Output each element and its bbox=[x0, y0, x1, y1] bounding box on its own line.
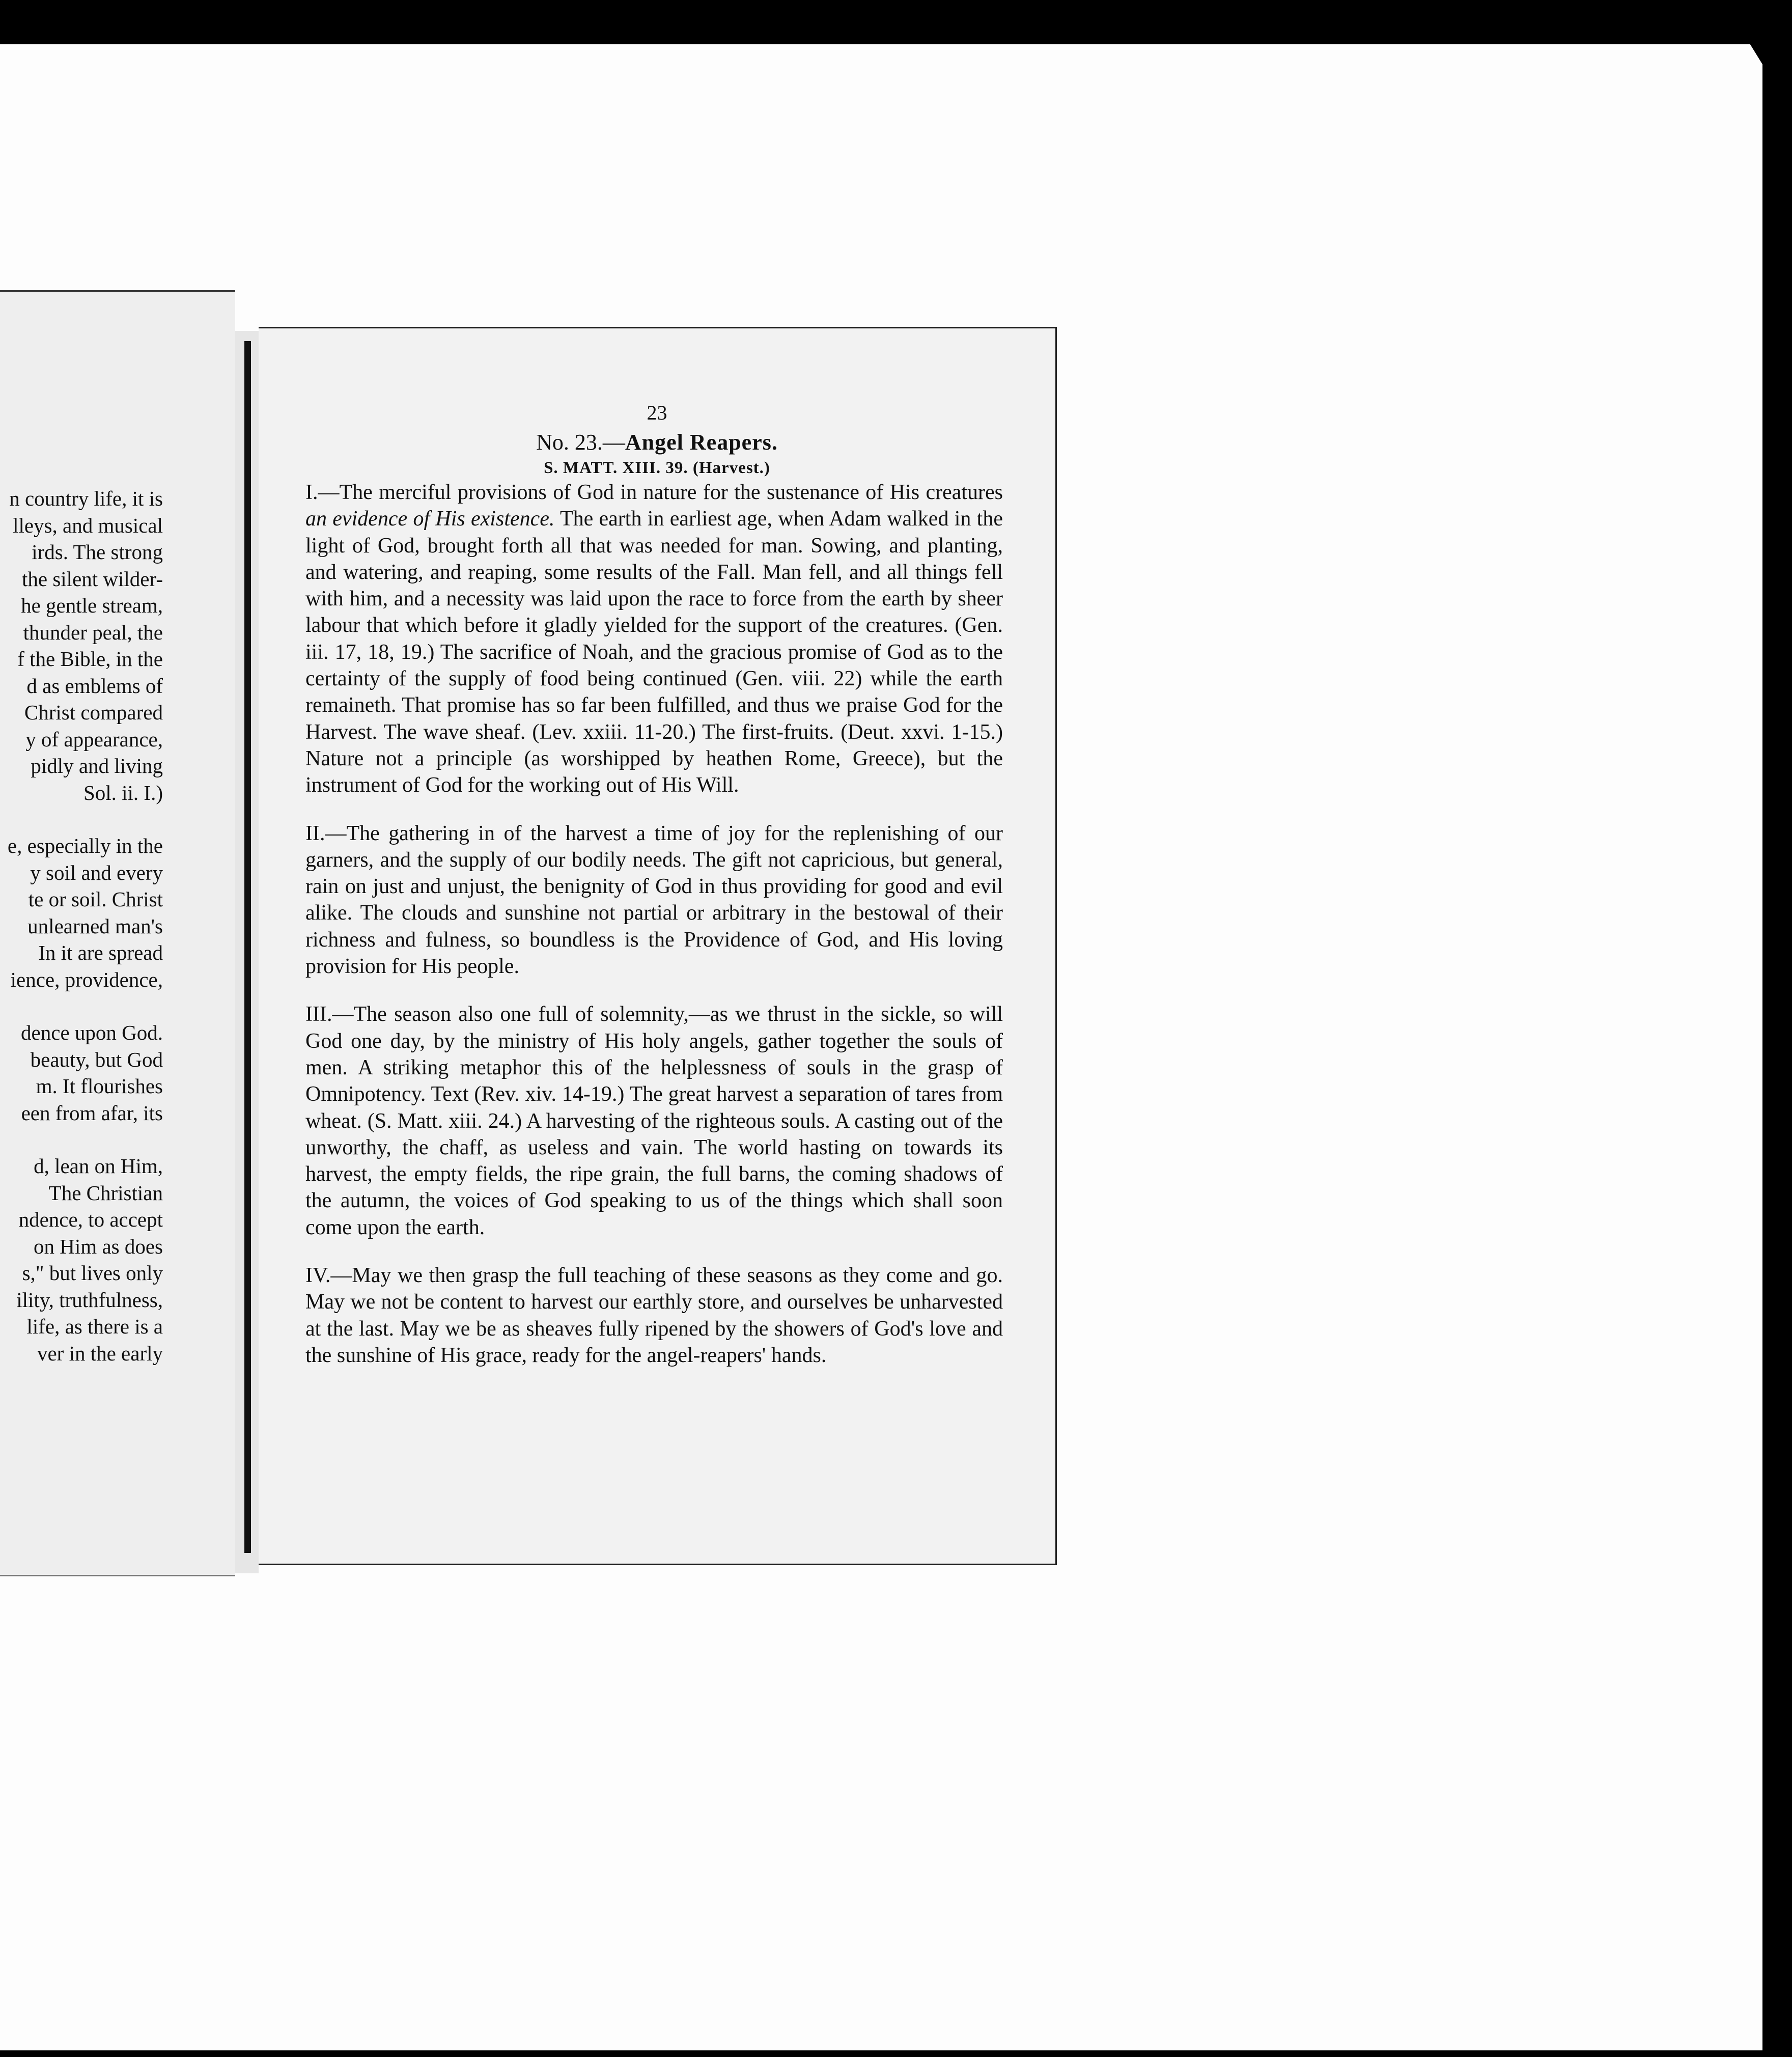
left-line: lleys, and musical bbox=[13, 513, 163, 537]
paragraph-1-text: I.—The merciful provisions of God in nature for the sustenance of His creatures bbox=[305, 481, 1003, 504]
page-title bbox=[259, 429, 1055, 455]
left-line: unlearned man's bbox=[27, 914, 163, 938]
left-line: Christ compared bbox=[24, 701, 163, 724]
paragraph-gap bbox=[0, 1126, 163, 1153]
paragraph-3: III.—The season also one full of solemnity,—as we thrust in the sickle, so will God one day, by the ministry of His holy angels, gather together the souls of men. A striking metaphor this of the helplessness of souls in the grasp of Omnipotency. Text (Rev. xiv. 14-19.) The great harvest a separation of tares from wheat. (S. Matt. xiii. 24.) A harvesting of the righteous souls. A casting out of the unworthy, the chaff, as useless and vain. The world hasting on towards its harvest, the empty fields, the ripe grain, the full barns, the coming shadows of the autumn, the voices of God speaking to us of the things which shall soon come upon the earth. bbox=[305, 1003, 1003, 1239]
paragraph-gap bbox=[0, 806, 163, 832]
left-line: n country life, it is bbox=[9, 487, 163, 510]
title-prefix: No. 23.— bbox=[536, 430, 625, 455]
scripture-reference: S. MATT. XIII. 39. (Harvest.) bbox=[544, 459, 770, 477]
page-number: 23 bbox=[647, 401, 667, 424]
left-line: e, especially in the bbox=[7, 834, 163, 857]
paragraph-1-text-cont: The earth in earliest age, when Adam walked in the light of God, brought forth all that was needed for man. Sowing, and planting, and watering, and reaping, some results of the Fall. Man fell, and all things fell with him, and a necessity was laid upon the race to force from the earth by sheer labour that which before it gladly yielded for the support of the creatures. (Gen. iii. 17, 18, 19.) The sacrifice of Noah, and the gracious promise of God as to the certainty of the supply of food being continued (Gen. viii. 22) while the earth remaineth. That promise has so far been fulfilled, and thus we praise God for the Harvest. The wave sheaf. (Lev. xxiii. 11-20.) The first-fruits. (Deut. xxvi. 1-15.) Nature not a principle (as worshipped by heathen Rome, Greece), but the instrument of God for the working out of His Will. bbox=[305, 507, 1003, 797]
left-line: pidly and living bbox=[31, 754, 163, 777]
left-line: he gentle stream, bbox=[21, 594, 163, 617]
paragraph-gap bbox=[0, 993, 163, 1019]
left-line: y of appearance, bbox=[25, 727, 163, 751]
left-line: In it are spread bbox=[38, 941, 163, 964]
left-line: dence upon God. bbox=[21, 1021, 163, 1044]
title-main: Angel Reapers. bbox=[625, 430, 778, 455]
sermon-outline bbox=[305, 479, 1003, 1372]
left-line: m. It flourishes bbox=[36, 1074, 163, 1098]
paragraph-1-italic: an evidence of His existence. bbox=[305, 507, 555, 531]
left-line: een from afar, its bbox=[21, 1101, 163, 1125]
book-gutter bbox=[235, 331, 259, 1573]
left-page bbox=[0, 290, 235, 1576]
paragraph-2: II.—The gathering in of the harvest a time of joy for the replenishing of our garners, and the supply of our bodily needs. The gift not capricious, but general, rain on just and unjust, the benignity of God in thus providing for good and evil alike. The clouds and sunshine not partial or arbitrary in the bestowal of their richness and fulness, so boundless is the Providence of God, and His loving provision for His people. bbox=[305, 821, 1003, 979]
left-line: f the Bible, in the bbox=[17, 647, 163, 671]
left-line: thunder peal, the bbox=[23, 620, 163, 644]
right-page bbox=[259, 327, 1057, 1565]
left-line: life, as there is a bbox=[26, 1315, 163, 1338]
left-line: Sol. ii. I.) bbox=[83, 781, 163, 804]
left-line: d, lean on Him, bbox=[34, 1154, 163, 1178]
paragraph-1 bbox=[305, 479, 1003, 799]
paragraph-4: IV.—May we then grasp the full teaching of these seasons as they come and go. May we not be content to harvest our earthly store, and ourselves be unharvested at the last. May we be as sheaves fully ripened by the showers of God's love and the sunshine of His grace, ready for the angel-reapers' hands. bbox=[305, 1264, 1003, 1367]
binding-spine bbox=[244, 341, 251, 1553]
left-line: s," but lives only bbox=[22, 1261, 163, 1285]
left-line: d as emblems of bbox=[26, 674, 163, 698]
left-line: ver in the early bbox=[37, 1341, 163, 1365]
left-line: ndence, to accept bbox=[18, 1208, 163, 1231]
left-line: irds. The strong bbox=[32, 540, 163, 564]
left-line: the silent wilder- bbox=[22, 567, 163, 591]
left-page-text bbox=[0, 485, 163, 1367]
left-line: y soil and every bbox=[30, 860, 163, 884]
left-line: ience, providence, bbox=[10, 967, 163, 991]
left-line: beauty, but God bbox=[30, 1047, 163, 1071]
left-line: on Him as does bbox=[34, 1234, 163, 1258]
left-line: The Christian bbox=[48, 1181, 163, 1205]
left-line: ility, truthfulness, bbox=[16, 1288, 163, 1312]
left-line: te or soil. Christ bbox=[28, 887, 163, 911]
